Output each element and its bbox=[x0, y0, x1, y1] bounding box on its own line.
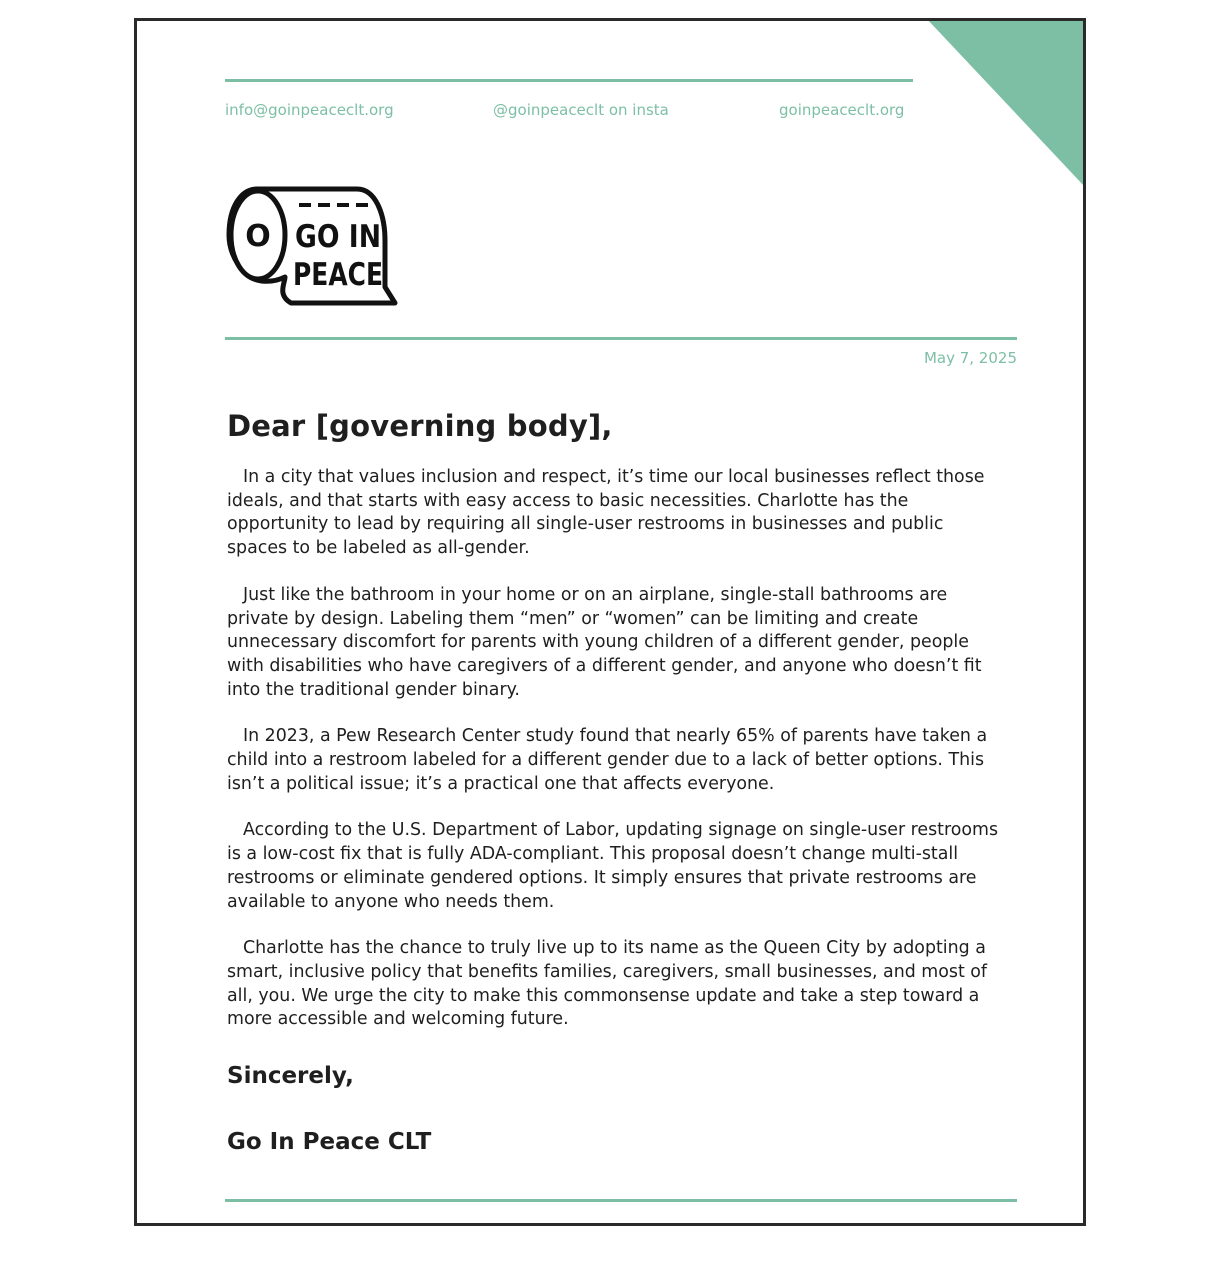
logo-line-1: GO IN bbox=[295, 219, 381, 255]
letter-paragraph: According to the U.S. Department of Labor, updating signage on single-user restrooms is a low-cost fix that is fully ADA-compliant. This proposal doesn’t change multi-stall restrooms or eliminate gendered options. It simply ensures that private restrooms are available to anyone who needs them. bbox=[227, 820, 999, 912]
contact-email: info@goinpeaceclt.org bbox=[225, 101, 394, 119]
contact-instagram: @goinpeaceclt on insta bbox=[493, 101, 669, 119]
letterhead-page bbox=[134, 18, 1086, 1226]
letter-paragraph: In a city that values inclusion and respect, it’s time our local businesses reflect those ideals, and that starts with easy access to basic necessities. Charlotte has the opportunity to lead by requiring all single-user restrooms in businesses and public spaces to be labeled as all-gender. bbox=[227, 467, 985, 559]
header-divider-top bbox=[225, 79, 913, 82]
letter-paragraph: Just like the bathroom in your home or on an airplane, single-stall bathrooms are private by design. Labeling them “men” or “women” can be limiting and create unnecessary discomfort for parents with young children of a different gender, people with disabilities who have caregivers of a different gender, and anyone who doesn’t fit into the traditional gender binary. bbox=[227, 584, 982, 700]
letter-salutation: Dear [governing body], bbox=[227, 409, 613, 443]
letter-signature: Go In Peace CLT bbox=[227, 1129, 432, 1155]
contact-website: goinpeaceclt.org bbox=[779, 101, 905, 119]
header-divider-bottom bbox=[225, 337, 1017, 340]
letter-paragraph: In 2023, a Pew Research Center study found that nearly 65% of parents have taken a child into a restroom labeled for a different gender due to a lack of better options. This isn’t a political issue; it’s a practical one that affects everyone. bbox=[227, 726, 988, 794]
letter-paragraph: Charlotte has the chance to truly live up to its name as the Queen City by adopting a smart, inclusive policy that benefits families, caregivers, small businesses, and most of all, you. We urge the city to make this commonsense update and take a step toward a more accessible and welcoming future. bbox=[227, 938, 988, 1030]
logo-roll-letter: O bbox=[245, 219, 271, 254]
corner-triangle-decoration bbox=[926, 18, 1086, 188]
footer-divider bbox=[225, 1199, 1017, 1202]
logo-line-2: PEACE bbox=[293, 257, 383, 293]
letter-date: May 7, 2025 bbox=[923, 349, 1017, 367]
go-in-peace-logo bbox=[225, 183, 405, 307]
letter-closing: Sincerely, bbox=[227, 1063, 354, 1089]
letter-body bbox=[227, 466, 1007, 1055]
